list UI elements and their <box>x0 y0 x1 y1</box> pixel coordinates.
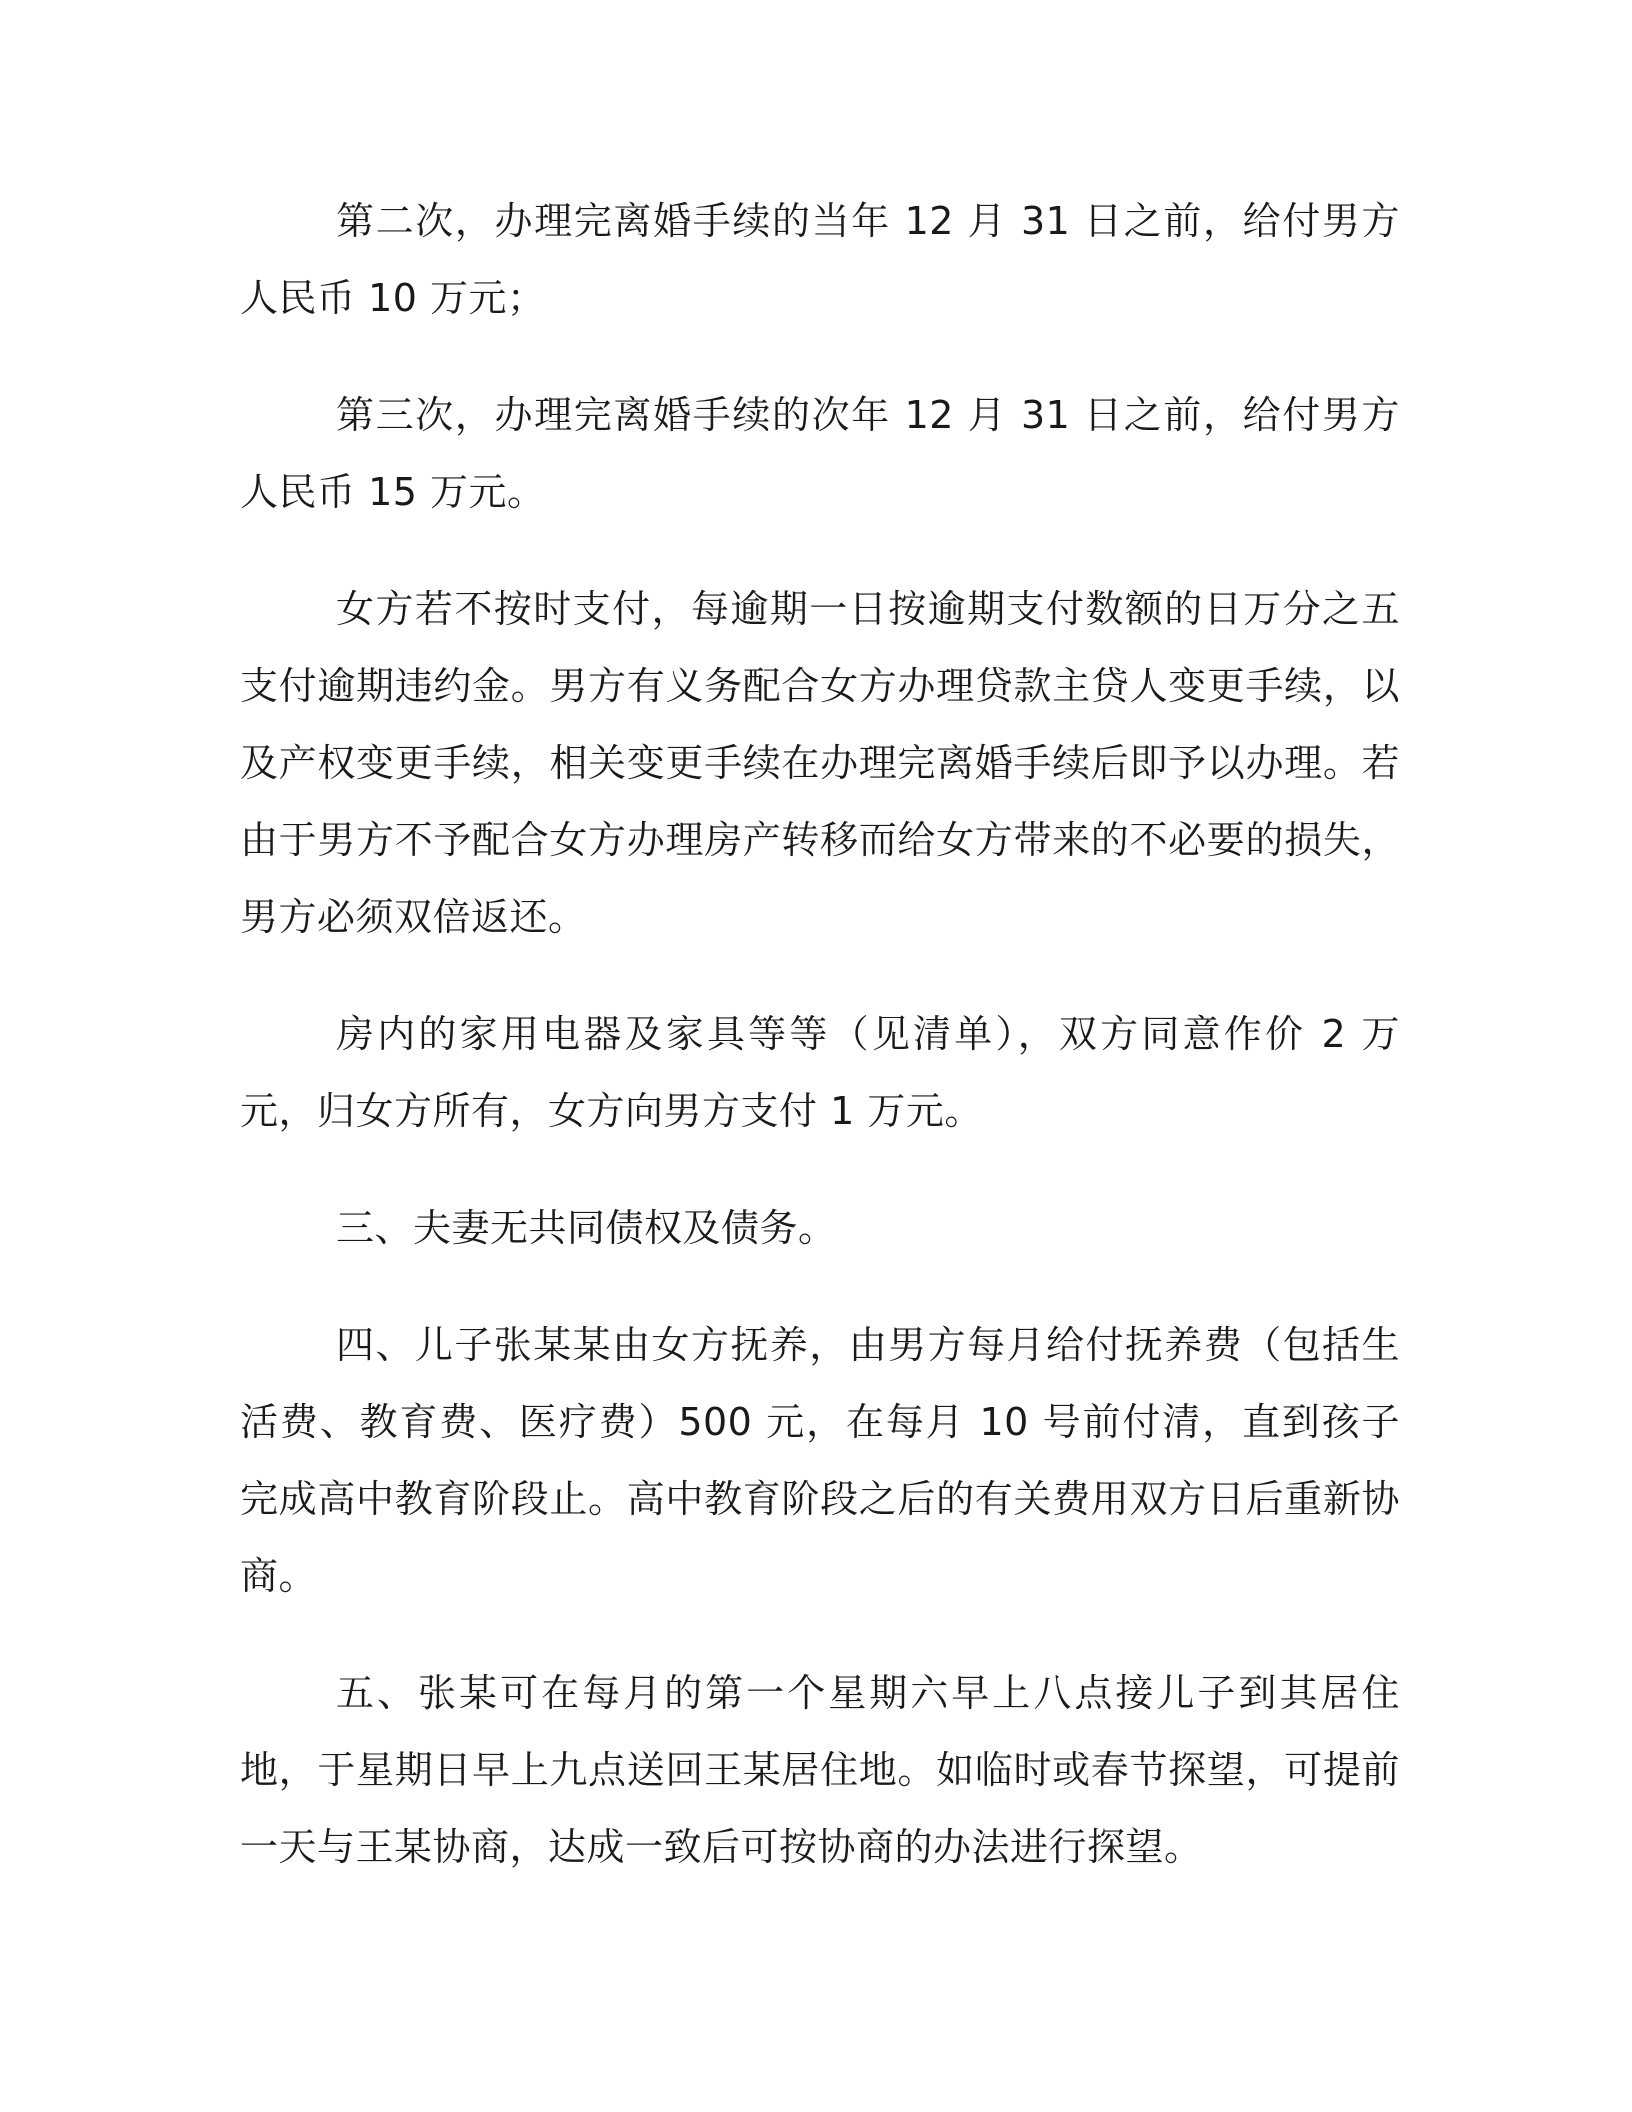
paragraph-second-payment: 第二次，办理完离婚手续的当年 12 月 31 日之前，给付男方人民币 10 万元； <box>240 199 1400 320</box>
paragraph-debts: 三、夫妻无共同债权及债务。 <box>336 1206 837 1250</box>
paragraph-third-payment: 第三次，办理完离婚手续的次年 12 月 31 日之前，给付男方人民币 15 万元。 <box>240 393 1400 514</box>
paragraph-late-penalty: 女方若不按时支付，每逾期一日按逾期支付数额的日万分之五支付逾期违约金。男方有义务配合女方办理贷款主贷人变更手续，以及产权变更手续，相关变更手续在办理完离婚手续后即予以办理。若由于男方不予配合女方办理房产转移而给女方带来的不必要的损失，男方必须双倍返还。 <box>240 587 1400 939</box>
document-body <box>240 183 1400 1926</box>
paragraph-appliances-furniture: 房内的家用电器及家具等等（见清单），双方同意作价 2 万元，归女方所有，女方向男方支付 1 万元。 <box>240 1012 1400 1133</box>
paragraph-child-support: 四、儿子张某某由女方抚养，由男方每月给付抚养费（包括生活费、教育费、医疗费）500 元，在每月 10 号前付清，直到孩子完成高中教育阶段止。高中教育阶段之后的有关费用双方日后重新协商。 <box>240 1323 1400 1598</box>
paragraph-visitation: 五、张某可在每月的第一个星期六早上八点接儿子到其居住地，于星期日早上九点送回王某居住地。如临时或春节探望，可提前一天与王某协商，达成一致后可按协商的办法进行探望。 <box>240 1671 1400 1869</box>
